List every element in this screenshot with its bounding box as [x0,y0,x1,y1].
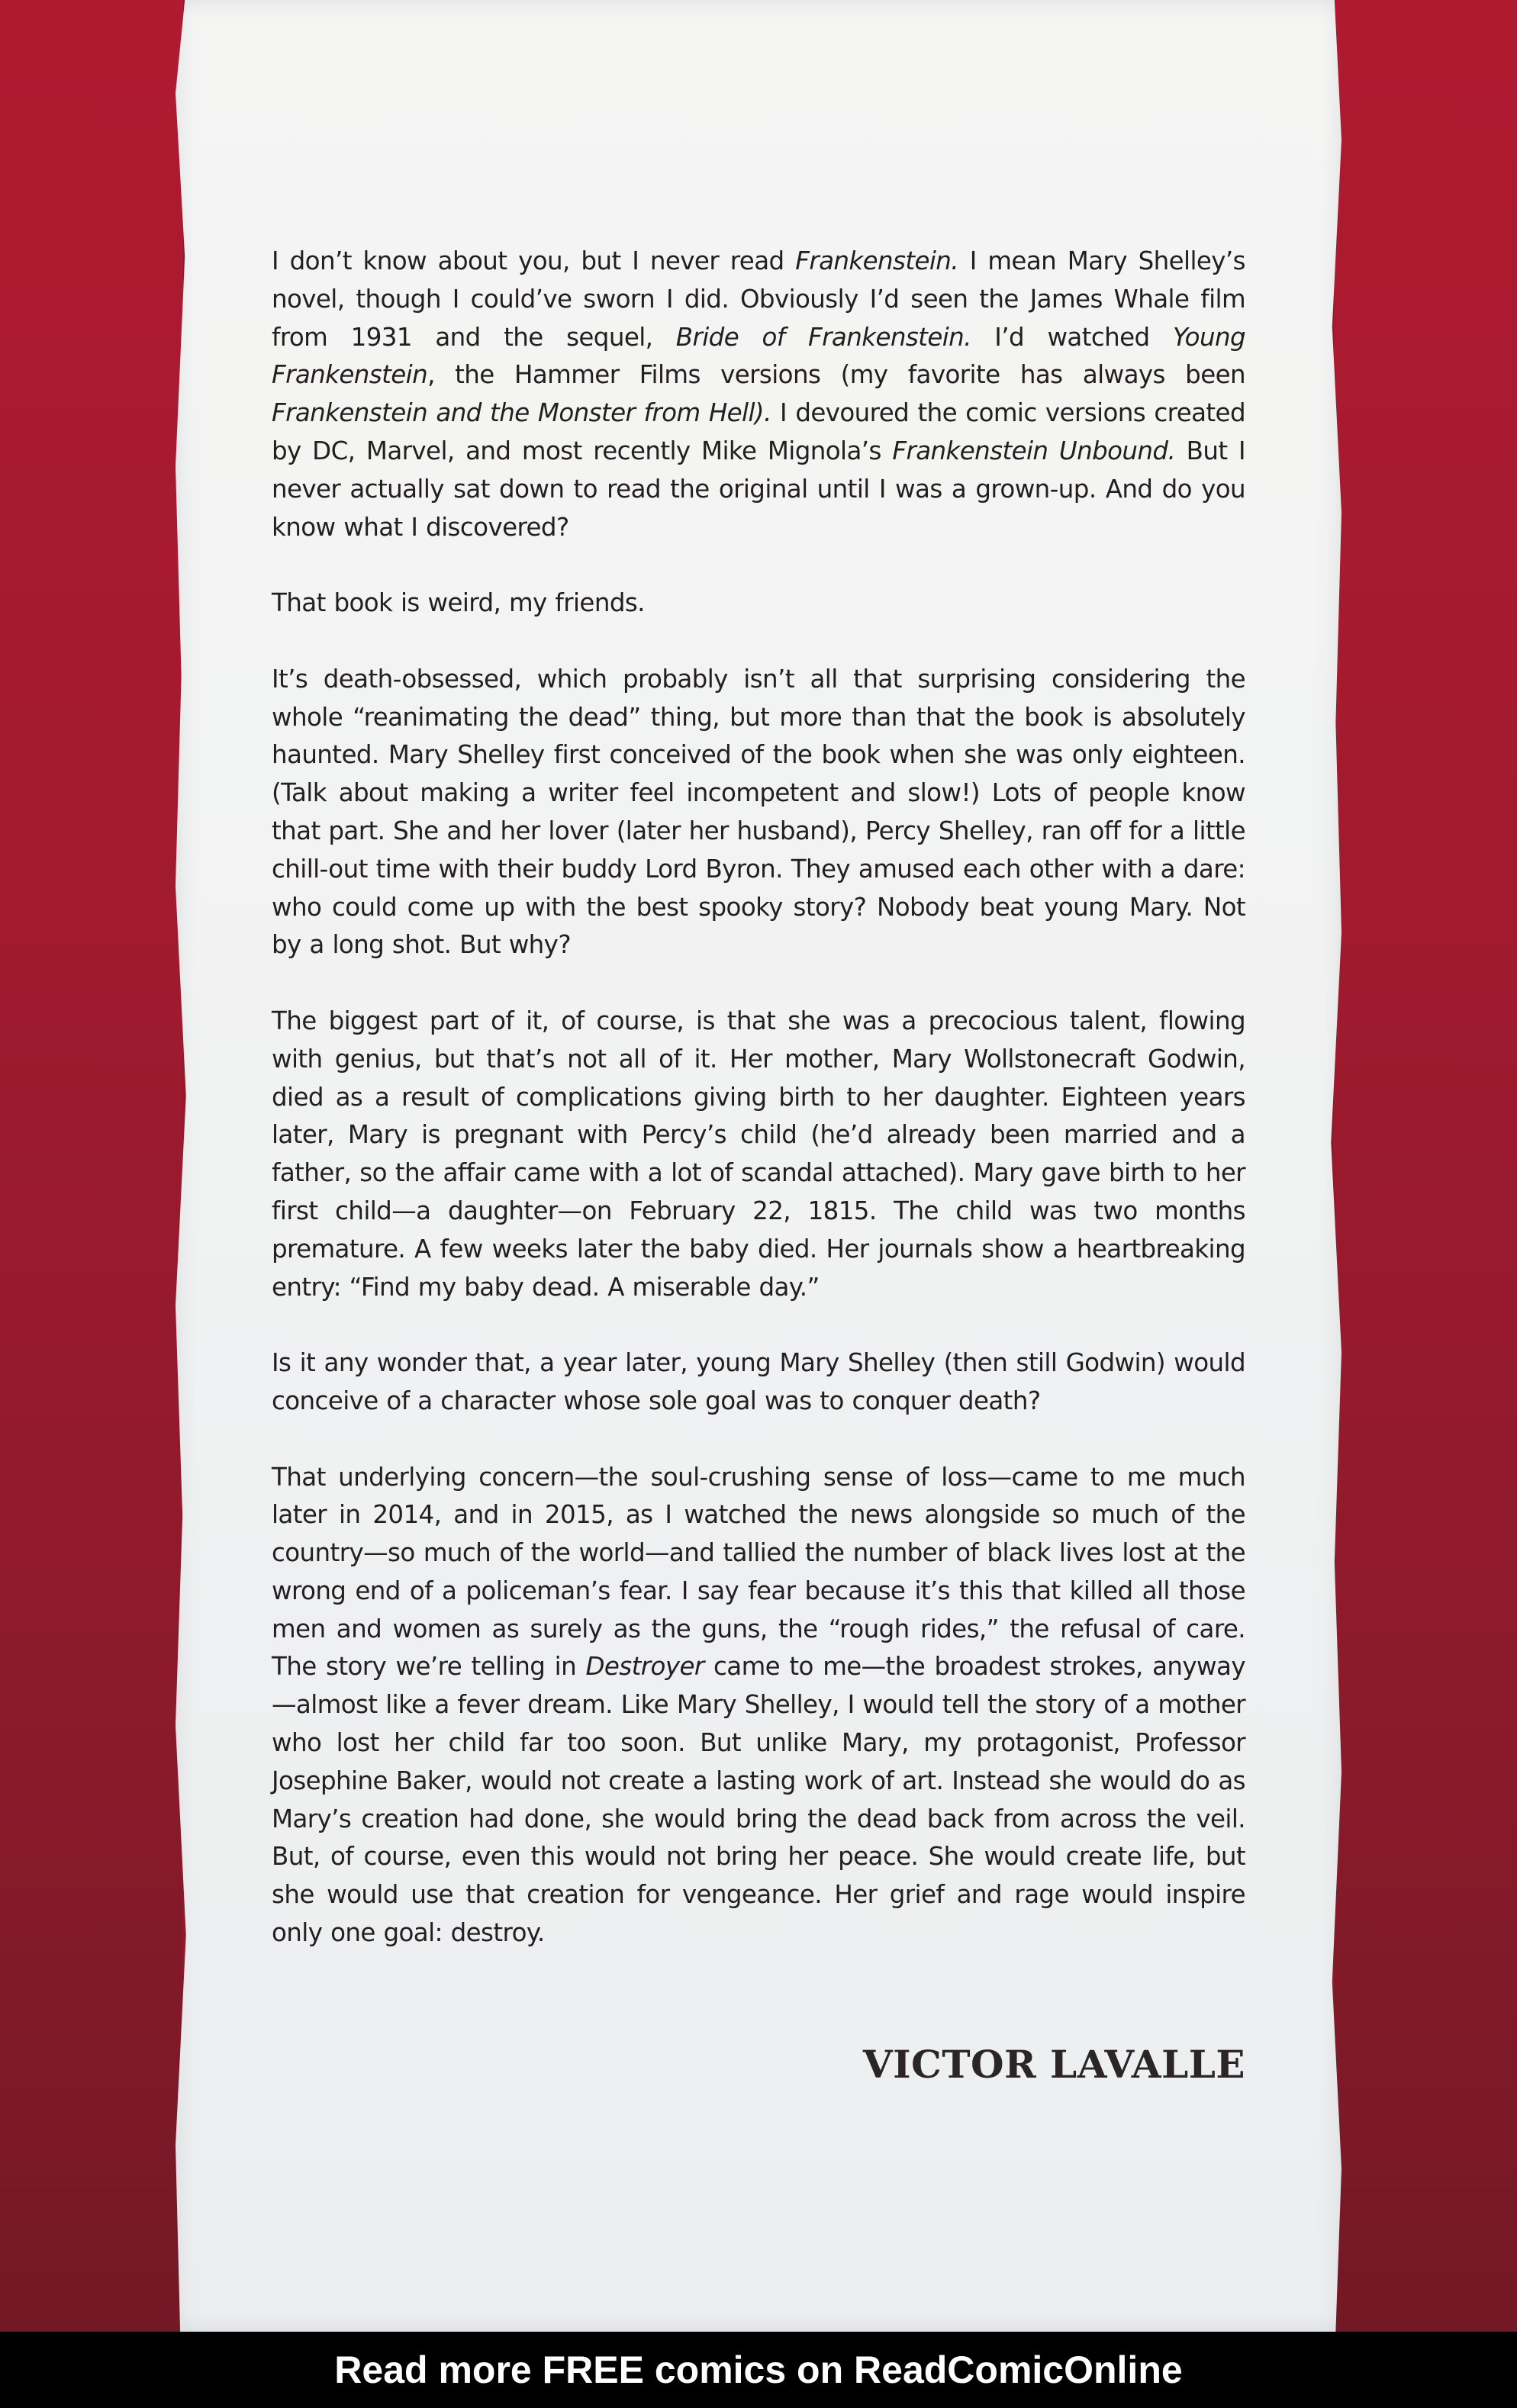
essay-paragraph-5: Is it any wonder that, a year later, young Mary Shelley (then still Godwin) would conceive of a character whose sole goal was to conquer death? [272,1348,1245,1415]
essay-paragraph-2: That book is weird, my friends. [272,588,645,618]
essay-paragraph-3: It’s death-obsessed, which probably isn’t all that surprising considering the whole “reanimating the dead” thing, but more than that the book is absolutely haunted. Mary Shelley first conceived of the book when she was only eighteen. (Talk about making a writer feel incompetent and slow!) Lots of people know that part. She and her lover (later her husband), Percy Shelley, ran off for a little chill-out time with their buddy Lord Byron. They amused each other with a dare: who could come up with the best spooky story? Nobody beat young Mary. Not by a long shot. But why? [272,664,1245,960]
right-red-border [1334,0,1517,2332]
left-red-border [0,0,183,2332]
essay-paragraph-6: That underlying concern—the soul-crushing sense of loss—came to me much later in 2014, and in 2015, as I watched the news alongside so much of the country—so much of the world—and tallied the number of black lives lost at the wrong end of a policeman’s fear. I say fear because it’s this that killed all those men and women as surely as the guns, the “rough rides,” the refusal of care. The story we’re telling in Destroyer came to me—the broadest strokes, anyway—almost like a fever dream. Like Mary Shelley, I would tell the story of a mother who lost her child far too soon. But unlike Mary, my protagonist, Professor Josephine Baker, would not create a lasting work of art. Instead she would do as Mary’s creation had done, she would bring the dead back from across the veil. But, of course, even this would not bring her peace. She would create life, but she would use that creation for vengeance. Her grief and rage would inspire only one goal: destroy. [272,1462,1245,1948]
essay-paragraph-1: I don’t know about you, but I never read Frankenstein. I mean Mary Shelley’s novel, though I could’ve sworn I did. Obviously I’d seen the James Whale film from 1931 and the sequel, Bride of Frankenstein. I’d watched Young Frankenstein, the Hammer Films versions (my favorite has always been Frankenstein and the Monster from Hell). I devoured the comic versions created by DC, Marvel, and most recently Mike Mignola’s Frankenstein Unbound. But I never actually sat down to read the original until I was a grown-up. And do you know what I discovered? [272,246,1245,542]
essay-paragraph-4: The biggest part of it, of course, is that she was a precocious talent, flowing with genius, but that’s not all of it. Her mother, Mary Wollstonecraft Godwin, died as a result of complications giving birth to her daughter. Eighteen years later, Mary is pregnant with Percy’s child (he’d already been married and a father, so the affair came with a lot of scandal attached). Mary gave birth to her first child—a daughter—on February 22, 1815. The child was two months premature. A few weeks later the baby died. Her journals show a heartbreaking entry: “Find my baby dead. A miserable day.” [272,1006,1245,1302]
author-signature: VICTOR LAVALLE [862,2042,1245,2087]
essay-body [272,243,1245,1952]
footer-banner[interactable]: Read more FREE comics on ReadComicOnline [0,2332,1517,2408]
